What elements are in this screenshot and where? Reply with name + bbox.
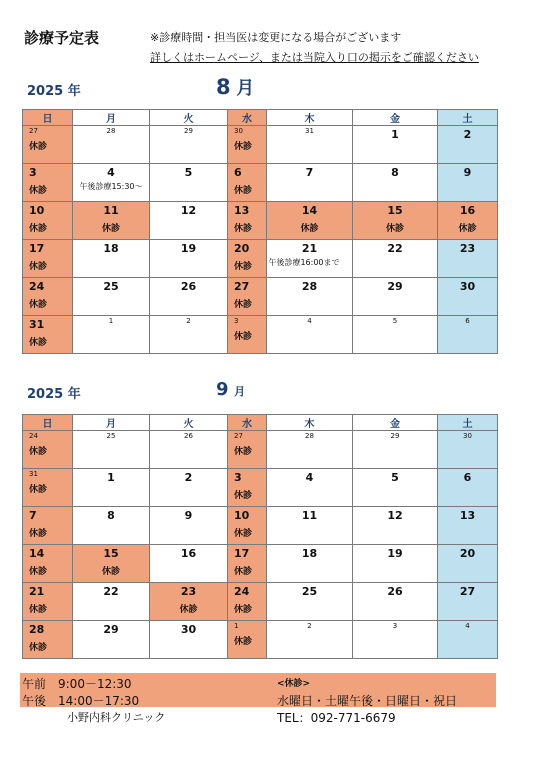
weekday-header-sun: 日 — [23, 415, 73, 431]
phone-number: TEL：092-771-6679 — [277, 711, 396, 725]
day-number: 13 — [234, 204, 250, 217]
notice-line-1: ※診療時間・担当医は変更になる場合がございます — [150, 31, 402, 44]
day-cell — [23, 202, 73, 240]
week-row — [23, 469, 498, 507]
day-cell — [353, 621, 438, 659]
day-number: 18 — [301, 547, 318, 560]
day-number: 28 — [301, 280, 318, 293]
august-month-number: 8 — [216, 75, 231, 99]
closed-label: 休診 — [234, 605, 253, 615]
day-number: 30 — [463, 432, 472, 440]
day-cell — [267, 202, 353, 240]
day-cell — [150, 507, 228, 545]
day-cell — [228, 126, 267, 164]
day-number: 22 — [103, 585, 119, 598]
day-number: 17 — [29, 242, 45, 255]
september-year: 2025 年 — [27, 387, 81, 402]
weekday-header-tue: 火 — [150, 415, 228, 431]
day-cell — [228, 621, 267, 659]
day-number: 11 — [103, 204, 119, 217]
day-number: 27 — [29, 127, 38, 135]
day-cell — [267, 164, 353, 202]
day-number: 6 — [463, 471, 472, 484]
day-cell — [73, 431, 150, 469]
closed-label: 休診 — [179, 605, 198, 615]
day-number: 1 — [391, 128, 399, 141]
day-cell — [23, 126, 73, 164]
day-cell — [73, 507, 150, 545]
day-number: 21 — [301, 242, 318, 255]
closed-days: 水曜日・土曜午後・日曜日・祝日 — [277, 694, 458, 708]
day-number: 25 — [103, 280, 119, 293]
day-cell — [267, 621, 353, 659]
closed-label: 休診 — [234, 142, 253, 152]
closed-label: 休診 — [29, 485, 48, 495]
day-number: 13 — [459, 509, 476, 522]
day-number: 19 — [387, 547, 403, 560]
day-cell — [23, 621, 73, 659]
day-cell — [150, 202, 228, 240]
week-row — [23, 621, 498, 659]
day-cell — [73, 164, 150, 202]
closed-label: 休診 — [29, 142, 48, 152]
day-cell — [228, 278, 267, 316]
closed-days-heading: <休診> — [277, 679, 311, 689]
day-number: 26 — [387, 585, 403, 598]
closed-label: 休診 — [300, 224, 319, 234]
day-number: 4 — [465, 622, 470, 630]
closed-label: 休診 — [234, 300, 253, 310]
week-row — [23, 507, 498, 545]
day-cell — [23, 164, 73, 202]
day-cell — [73, 621, 150, 659]
august-year: 2025 年 — [27, 84, 81, 99]
day-cell — [150, 431, 228, 469]
day-cell — [267, 278, 353, 316]
afternoon-hours: 午後 14:00－17:30 — [22, 694, 140, 708]
day-cell — [228, 507, 267, 545]
day-cell — [73, 469, 150, 507]
day-number: 15 — [103, 547, 119, 560]
day-number: 9 — [184, 509, 193, 522]
day-cell — [267, 126, 353, 164]
closed-label: 休診 — [29, 447, 48, 457]
day-cell — [73, 240, 150, 278]
day-number: 11 — [301, 509, 318, 522]
day-number: 3 — [234, 471, 242, 484]
day-cell — [438, 469, 498, 507]
day-number: 5 — [392, 317, 398, 325]
week-row — [23, 164, 498, 202]
day-cell — [438, 240, 498, 278]
day-cell — [228, 164, 267, 202]
day-number: 2 — [463, 128, 472, 141]
day-number: 28 — [305, 432, 314, 440]
day-number: 20 — [459, 547, 476, 560]
day-cell — [353, 278, 438, 316]
day-cell — [353, 316, 438, 354]
day-number: 25 — [301, 585, 318, 598]
day-number: 24 — [29, 432, 38, 440]
day-cell — [150, 316, 228, 354]
day-cell — [228, 545, 267, 583]
day-number: 8 — [391, 166, 399, 179]
day-number: 5 — [391, 471, 399, 484]
week-row — [23, 126, 498, 164]
closed-label: 休診 — [29, 643, 48, 653]
schedule-note: 午後診療16:00まで — [268, 258, 340, 267]
day-number: 1 — [107, 471, 115, 484]
day-number: 29 — [103, 623, 119, 636]
closed-label: 休診 — [234, 224, 253, 234]
day-number: 16 — [459, 204, 476, 217]
closed-label: 休診 — [29, 224, 48, 234]
day-cell — [228, 469, 267, 507]
day-number: 15 — [387, 204, 403, 217]
day-number: 25 — [106, 432, 116, 440]
day-number: 31 — [29, 470, 38, 478]
day-cell — [23, 469, 73, 507]
day-number: 20 — [234, 242, 250, 255]
day-cell — [23, 431, 73, 469]
day-number: 12 — [387, 509, 403, 522]
day-number: 7 — [305, 166, 314, 179]
day-cell — [438, 621, 498, 659]
september-month-number: 9 — [216, 379, 229, 400]
day-number: 2 — [307, 622, 312, 630]
day-cell — [438, 202, 498, 240]
day-number: 3 — [234, 317, 239, 325]
day-number: 1 — [108, 317, 114, 325]
day-number: 12 — [180, 204, 197, 217]
day-number: 29 — [184, 127, 193, 135]
day-cell — [438, 278, 498, 316]
day-number: 21 — [29, 585, 45, 598]
day-cell — [267, 583, 353, 621]
week-row — [23, 202, 498, 240]
closed-label: 休診 — [385, 224, 404, 234]
week-row — [23, 545, 498, 583]
day-number: 28 — [29, 623, 45, 636]
day-number: 5 — [184, 166, 193, 179]
september-month — [216, 379, 245, 400]
closed-label: 休診 — [458, 224, 477, 234]
day-cell — [228, 316, 267, 354]
day-cell — [23, 507, 73, 545]
weekday-header-tue: 火 — [150, 110, 228, 126]
day-number: 3 — [392, 622, 398, 630]
day-number: 26 — [184, 432, 193, 440]
day-number: 1 — [234, 622, 239, 630]
day-number: 10 — [234, 509, 250, 522]
day-cell — [150, 164, 228, 202]
day-cell — [150, 545, 228, 583]
day-number: 23 — [180, 585, 197, 598]
week-row — [23, 278, 498, 316]
day-cell — [73, 316, 150, 354]
day-number: 31 — [305, 127, 314, 135]
day-number: 31 — [29, 318, 45, 331]
day-number: 3 — [29, 166, 37, 179]
day-cell — [150, 278, 228, 316]
day-cell — [73, 278, 150, 316]
day-number: 27 — [459, 585, 476, 598]
day-number: 6 — [465, 317, 470, 325]
day-number: 10 — [29, 204, 45, 217]
day-cell — [73, 583, 150, 621]
schedule-note: 午後診療15:30～ — [79, 182, 143, 191]
day-cell — [438, 507, 498, 545]
august-month-unit: 月 — [236, 78, 255, 99]
day-number: 29 — [390, 432, 400, 440]
weekday-header-wed: 水 — [228, 415, 267, 431]
day-number: 8 — [107, 509, 115, 522]
day-cell — [228, 431, 267, 469]
closed-label: 休診 — [29, 605, 48, 615]
day-number: 30 — [180, 623, 197, 636]
week-row — [23, 316, 498, 354]
clinic-name: 小野内科クリニック — [67, 711, 166, 724]
day-number: 23 — [459, 242, 476, 255]
weekday-header-fri: 金 — [353, 415, 438, 431]
august-calendar — [22, 109, 498, 354]
day-cell — [23, 545, 73, 583]
day-cell — [353, 202, 438, 240]
day-number: 27 — [234, 280, 250, 293]
september-month-unit: 月 — [234, 385, 246, 398]
day-cell — [23, 583, 73, 621]
weekday-header-wed: 水 — [228, 110, 267, 126]
day-cell — [73, 545, 150, 583]
weekday-header-mon: 月 — [73, 110, 150, 126]
day-cell — [23, 240, 73, 278]
day-number: 26 — [180, 280, 197, 293]
day-number: 22 — [387, 242, 403, 255]
day-number: 24 — [29, 280, 45, 293]
weekday-header-fri: 金 — [353, 110, 438, 126]
closed-label: 休診 — [234, 567, 253, 577]
day-number: 24 — [234, 585, 250, 598]
closed-label: 休診 — [29, 567, 48, 577]
day-number: 4 — [307, 317, 312, 325]
day-number: 4 — [107, 166, 115, 179]
august-month — [216, 74, 254, 100]
day-cell — [23, 278, 73, 316]
day-cell — [438, 164, 498, 202]
closed-label: 休診 — [29, 300, 48, 310]
day-cell — [267, 507, 353, 545]
day-cell — [438, 126, 498, 164]
day-cell — [267, 431, 353, 469]
morning-hours: 午前 9:00－12:30 — [22, 677, 132, 691]
day-number: 6 — [234, 166, 242, 179]
day-cell — [353, 164, 438, 202]
day-number: 2 — [186, 317, 191, 325]
day-number: 18 — [103, 242, 119, 255]
day-number: 14 — [301, 204, 318, 217]
day-number: 17 — [234, 547, 250, 560]
day-number: 2 — [184, 471, 193, 484]
closed-label: 休診 — [234, 186, 253, 196]
closed-label: 休診 — [234, 332, 253, 342]
notice-line-2: 詳しくはホームページ、または当院入り口の掲示をご確認ください — [150, 51, 479, 64]
day-number: 27 — [234, 432, 243, 440]
closed-label: 休診 — [234, 637, 253, 647]
day-cell — [150, 240, 228, 278]
weekday-header-mon: 月 — [73, 415, 150, 431]
day-cell — [267, 469, 353, 507]
day-cell — [353, 126, 438, 164]
closed-label: 休診 — [234, 262, 253, 272]
closed-label: 休診 — [29, 262, 48, 272]
day-cell — [353, 431, 438, 469]
weekday-header-sat: 土 — [438, 415, 498, 431]
day-number: 28 — [106, 127, 116, 135]
day-cell — [353, 507, 438, 545]
weekday-header-row — [23, 110, 498, 126]
week-row — [23, 431, 498, 469]
weekday-header-sat: 土 — [438, 110, 498, 126]
day-number: 7 — [29, 509, 37, 522]
day-cell — [438, 316, 498, 354]
closed-label: 休診 — [29, 186, 48, 196]
day-cell — [353, 583, 438, 621]
day-cell — [150, 469, 228, 507]
day-cell — [267, 316, 353, 354]
day-cell — [228, 202, 267, 240]
day-number: 14 — [29, 547, 45, 560]
day-cell — [353, 240, 438, 278]
day-cell — [150, 126, 228, 164]
day-cell — [150, 583, 228, 621]
day-cell — [438, 431, 498, 469]
day-number: 30 — [459, 280, 476, 293]
closed-label: 休診 — [234, 491, 253, 501]
closed-label: 休診 — [101, 567, 120, 577]
weekday-header-thu: 木 — [267, 110, 353, 126]
day-number: 29 — [387, 280, 403, 293]
closed-label: 休診 — [234, 529, 253, 539]
day-number: 4 — [305, 471, 314, 484]
day-number: 19 — [180, 242, 197, 255]
september-calendar — [22, 414, 498, 659]
day-cell — [228, 240, 267, 278]
week-row — [23, 583, 498, 621]
week-row — [23, 240, 498, 278]
closed-label: 休診 — [29, 338, 48, 348]
day-cell — [438, 583, 498, 621]
page-title: 診療予定表 — [24, 29, 100, 47]
weekday-header-thu: 木 — [267, 415, 353, 431]
day-number: 9 — [463, 166, 472, 179]
day-cell — [73, 202, 150, 240]
weekday-header-row — [23, 415, 498, 431]
day-cell — [150, 621, 228, 659]
weekday-header-sun: 日 — [23, 110, 73, 126]
closed-label: 休診 — [234, 447, 253, 457]
day-number: 30 — [234, 127, 243, 135]
closed-label: 休診 — [101, 224, 120, 234]
day-cell — [353, 545, 438, 583]
day-cell — [73, 126, 150, 164]
day-cell — [353, 469, 438, 507]
day-cell — [267, 545, 353, 583]
day-cell — [23, 316, 73, 354]
day-number: 16 — [180, 547, 197, 560]
closed-label: 休診 — [29, 529, 48, 539]
day-cell — [438, 545, 498, 583]
day-cell — [228, 583, 267, 621]
day-cell — [267, 240, 353, 278]
